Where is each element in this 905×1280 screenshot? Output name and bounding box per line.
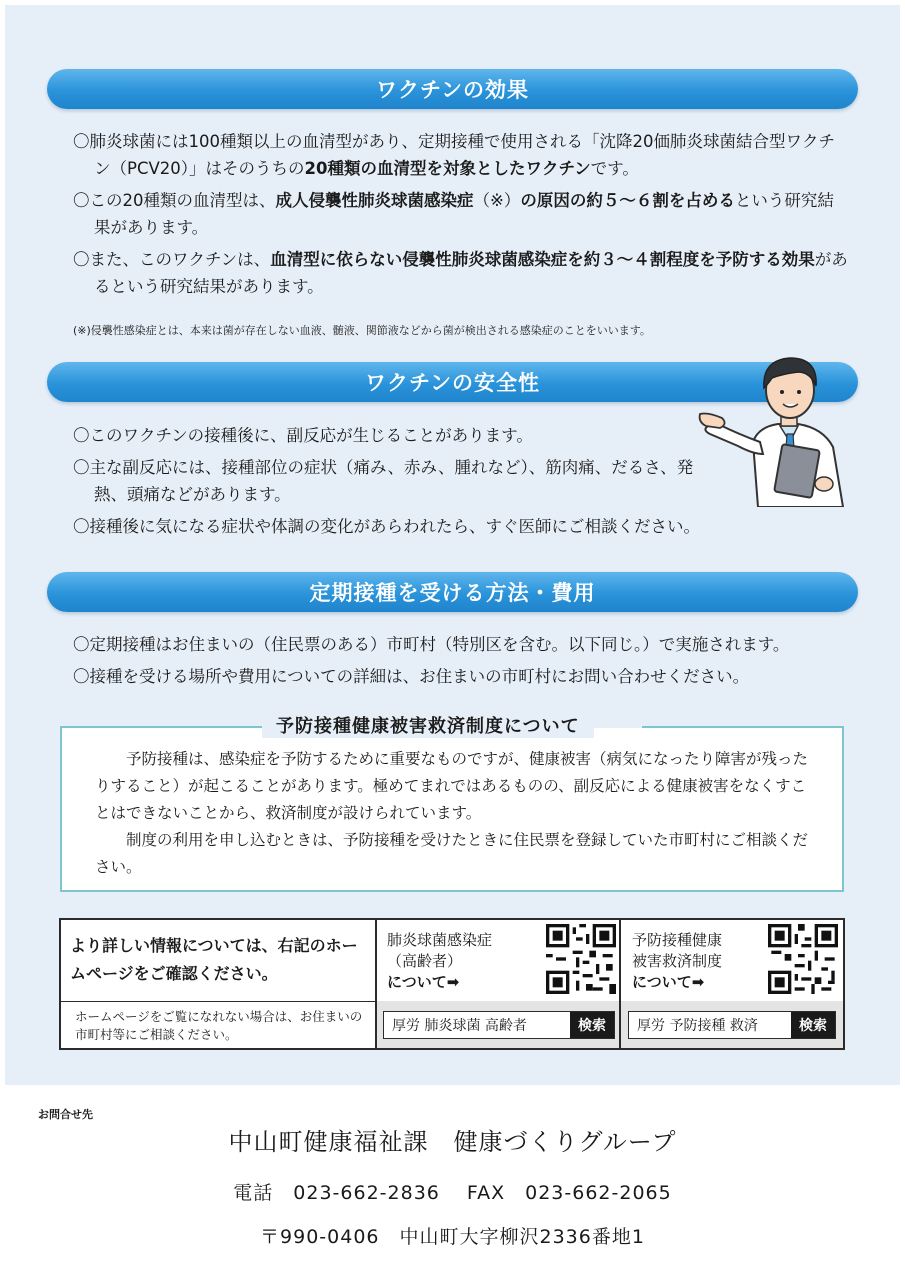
relief-title: 予防接種健康被害救済制度について [262, 712, 594, 738]
effect-item-2: 〇この20種類の血清型は、成人侵襲性肺炎球菌感染症（※）の原因の約５～６割を占めるという研究結果があります。 [73, 191, 834, 237]
safety-item-1: 〇このワクチンの接種後に、副反応が生じることがあります。 [73, 426, 533, 445]
contact-department: 中山町健康福祉課 健康づくりグループ [228, 1128, 677, 1156]
safety-list [73, 422, 713, 545]
effect-item-1: 〇肺炎球菌には100種類以上の血清型があり、定期接種で使用される「沈降20価肺炎球菌結合型ワクチン（PCV20）」はそのうちの20種類の血清型を対象としたワクチンです。 [73, 132, 835, 178]
search-box-relief[interactable] [628, 1011, 836, 1039]
contact-phone: 電話 023-662-2836 FAX 023-662-2065 [233, 1182, 672, 1204]
relief-text [95, 746, 817, 881]
method-banner: 定期接種を受ける方法・費用 [47, 572, 858, 612]
search-button[interactable]: 検索 [791, 1012, 835, 1038]
qr-code-icon[interactable] [768, 924, 838, 994]
link-pneumococcus-label[interactable]: 肺炎球菌感染症 （高齢者） について➡ [387, 931, 493, 991]
contact-address: 〒990-0406 中山町大字柳沢2336番地1 [260, 1226, 645, 1248]
link-relief-label[interactable]: 予防接種健康 被害救済制度 について➡ [632, 931, 723, 991]
effect-banner: ワクチンの効果 [47, 69, 858, 109]
search-button[interactable]: 検索 [570, 1012, 614, 1038]
effect-list [73, 128, 848, 305]
method-item-2: 〇接種を受ける場所や費用についての詳細は、お住まいの市町村にお問い合わせください。 [73, 667, 750, 686]
contact-label: お問合せ先 [38, 1108, 93, 1121]
method-list [73, 631, 858, 695]
info-main-text: より詳しい情報については、右記のホームページをご確認ください。 [70, 936, 358, 983]
info-divider-h [61, 1001, 375, 1002]
info-divider-2 [619, 920, 621, 1048]
relief-paragraph-2: 制度の利用を申し込むときは、予防接種を受けたときに住民票を登録していた市町村にご相談ください。 [95, 831, 809, 876]
search-box-pneumococcus[interactable] [383, 1011, 615, 1039]
qr-code-icon[interactable] [546, 924, 616, 994]
safety-item-2: 〇主な副反応には、接種部位の症状（痛み、赤み、腫れなど）、筋肉痛、だるさ、発熱、頭痛などがあります。 [73, 458, 694, 504]
search-query: 厚労 予防接種 救済 [637, 1018, 758, 1034]
doctor-illustration [698, 342, 858, 507]
relief-paragraph-1: 予防接種は、感染症を予防するために重要なものですが、健康被害（病気になったり障害が残ったりすること）が起こることがあります。極めてまれではあるものの、副反応による健康被害をなくすことはできないことから、救済制度が設けられています。 [95, 750, 809, 822]
effect-footnote: (※)侵襲性感染症とは、本来は菌が存在しない血液、髄液、関節液などから菌が検出される感染症のことをいいます。 [73, 324, 651, 337]
safety-banner: ワクチンの安全性 [47, 362, 858, 402]
info-divider-1 [375, 920, 377, 1048]
method-item-1: 〇定期接種はお住まいの（住民票のある）市町村（特別区を含む。以下同じ。）で実施されます。 [73, 635, 790, 654]
info-sub-text: ホームページをご覧になれない場合は、お住まいの市町村等にご相談ください。 [75, 1009, 363, 1042]
effect-item-3: 〇また、このワクチンは、血清型に依らない侵襲性肺炎球菌感染症を約３～４割程度を予防する効果があるという研究結果があります。 [73, 250, 848, 296]
search-query: 厚労 肺炎球菌 高齢者 [392, 1018, 527, 1034]
safety-item-3: 〇接種後に気になる症状や体調の変化があらわれたら、すぐ医師にご相談ください。 [73, 517, 700, 536]
